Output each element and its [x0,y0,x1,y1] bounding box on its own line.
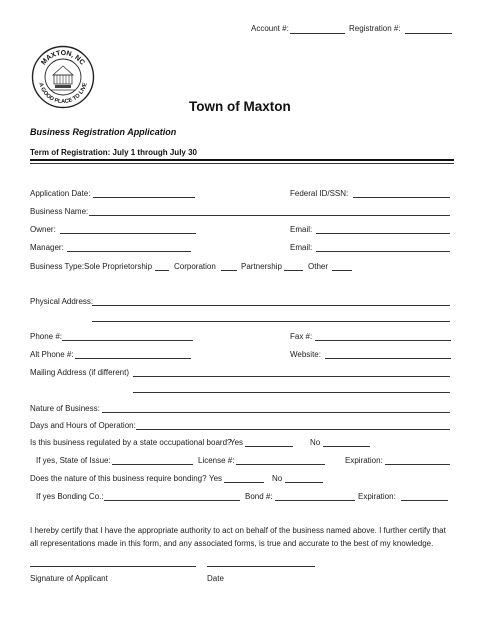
bonding-co-label: If yes Bonding Co.: [36,492,104,501]
expiration-label-1: Expiration: [345,456,383,465]
mailing-address-label: Mailing Address (if different) [30,368,130,377]
regulated-no-label: No [310,438,321,447]
physical-address-label: Physical Address: [30,297,94,306]
corporation-input[interactable] [221,270,237,271]
bonding-yes-label: Yes [209,474,223,483]
account-input[interactable] [290,33,345,34]
business-name-label: Business Name: [30,207,89,216]
physical-address-input[interactable] [92,305,450,306]
divider-thick [30,159,454,161]
federal-id-input[interactable] [353,197,450,198]
account-label: Account #: [251,24,289,33]
state-of-issue-label: If yes, State of Issue: [36,456,111,465]
nature-of-business-label: Nature of Business: [30,404,100,413]
regulated-yes-input[interactable] [245,446,293,447]
sole-proprietorship-input[interactable] [155,270,169,271]
regulated-no-input[interactable] [323,446,370,447]
divider-thin [30,163,454,164]
manager-label: Manager: [30,243,64,252]
owner-email-label: Email: [290,225,313,234]
days-hours-label: Days and Hours of Operation: [30,421,136,430]
expiration-input-1[interactable] [385,464,450,465]
signature-label: Signature of Applicant [30,574,108,583]
town-seal-logo [31,45,95,109]
partnership-input[interactable] [284,270,303,271]
bonding-no-input[interactable] [285,482,323,483]
days-hours-input[interactable] [136,429,450,430]
registration-label: Registration #: [349,24,401,33]
other-option: Other [308,262,329,271]
sole-proprietorship-option: Sole Proprietorship [84,262,153,271]
application-date-input[interactable] [93,197,195,198]
other-input[interactable] [332,270,352,271]
license-label: License #: [198,456,235,465]
owner-label: Owner: [30,225,56,234]
manager-email-input[interactable] [316,251,450,252]
physical-address-input-2[interactable] [92,321,450,322]
svg-text:MAXTON, NC: MAXTON, NC [40,49,86,67]
application-date-label: Application Date: [30,189,91,198]
owner-email-input[interactable] [316,233,450,234]
expiration-input-2[interactable] [401,500,448,501]
alt-phone-label: Alt Phone #: [30,350,74,359]
regulated-question: Is this business regulated by a state occupational board? [30,438,232,447]
bonding-no-label: No [272,474,283,483]
form-title: Business Registration Application [30,127,177,137]
mailing-address-input-2[interactable] [133,392,450,393]
fax-label: Fax #: [290,332,313,341]
website-label: Website: [290,350,321,359]
page-title: Town of Maxton [189,99,291,114]
registration-input[interactable] [405,33,452,34]
business-name-input[interactable] [89,215,450,216]
mailing-address-input[interactable] [133,376,450,377]
phone-input[interactable] [62,340,193,341]
fax-input[interactable] [315,340,451,341]
term-of-registration: Term of Registration: July 1 through July 30 [30,148,197,157]
federal-id-label: Federal ID/SSN: [290,189,349,198]
alt-phone-input[interactable] [75,358,191,359]
certification-text: I hereby certify that I have the appropriate authority to act on behalf of the business named above. I further certify that all representations made in this form, and any associated forms, is true and accurate to the best of my knowledge. [30,526,446,548]
date-input[interactable] [207,566,315,567]
manager-input[interactable] [67,251,191,252]
business-type-label: Business Type: [30,262,85,271]
owner-input[interactable] [60,233,196,234]
manager-email-label: Email: [290,243,313,252]
bond-input[interactable] [275,500,355,501]
website-input[interactable] [325,358,451,359]
state-of-issue-input[interactable] [112,464,193,465]
expiration-label-2: Expiration: [358,492,396,501]
seal-icon [31,45,95,109]
bonding-yes-input[interactable] [224,482,264,483]
bond-label: Bond #: [245,492,273,501]
date-label: Date [207,574,224,583]
bonding-co-input[interactable] [104,500,240,501]
phone-label: Phone #: [30,332,63,341]
regulated-yes-label: Yes [230,438,244,447]
partnership-option: Partnership [241,262,282,271]
signature-input[interactable] [30,566,196,567]
svg-text:A GOOD PLACE TO LIVE: A GOOD PLACE TO LIVE [37,82,89,106]
license-input[interactable] [236,464,325,465]
bonding-question: Does the nature of this business require bonding? [30,474,207,483]
corporation-option: Corporation [174,262,216,271]
nature-of-business-input[interactable] [102,412,450,413]
